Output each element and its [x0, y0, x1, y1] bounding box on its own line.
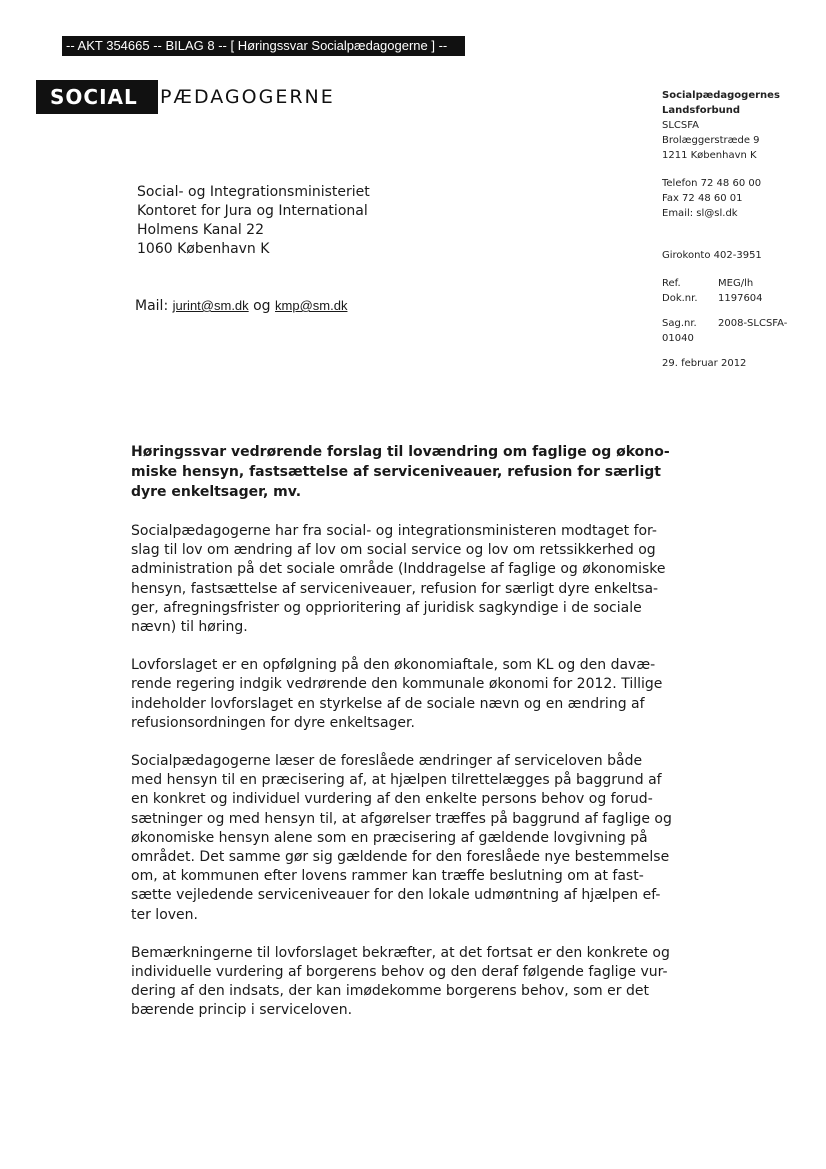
text-line: Socialpædagogerne læser de foreslåede ændringer af serviceloven både [131, 753, 643, 770]
sender-email: Email: sl@sl.dk [662, 208, 738, 219]
text-line: med hensyn til en præcisering af, at hjælpen tilrettelægges på baggrund af [131, 772, 662, 789]
subject-heading [131, 442, 670, 502]
recipient-line-4: 1060 København K [137, 241, 270, 257]
text-line: dering af den indsats, der kan imødekomme borgerens behov, som er det [131, 983, 649, 1000]
text-line: administration på det sociale område (Inddragelse af faglige og økonomiske [131, 561, 666, 578]
sender-fax: Fax 72 48 60 01 [662, 193, 743, 204]
recipient-line-2: Kontoret for Jura og International [137, 203, 368, 219]
text-line: Lovforslaget er en opfølgning på den økonomiaftale, som KL og den davæ- [131, 657, 656, 674]
text-line: sætte vejledende serviceniveauer for den lokale udmøntning af hjælpen ef- [131, 887, 661, 904]
text-line: om, at kommunen efter lovens rammer kan træffe beslutning om at fast- [131, 868, 644, 885]
text-line: individuelle vurdering af borgerens behov og den deraf følgende faglige vur- [131, 964, 668, 981]
paragraph-1 [131, 522, 666, 637]
recipient-address [137, 183, 370, 259]
text-line: indeholder lovforslaget en styrkelse af de sociale nævn og en ændring af [131, 695, 645, 712]
sag-label: Sag.nr. [662, 318, 697, 329]
paragraph-2 [131, 656, 663, 733]
text-line: hensyn, fastsættelse af serviceniveauer, refusion for særligt dyre enkeltsa- [131, 580, 659, 597]
paragraph-4 [131, 944, 670, 1021]
text-line: refusionsordningen for dyre enkeltsager. [131, 714, 415, 731]
text-line: rende regering indgik vedrørende den kommunale økonomi for 2012. Tillige [131, 676, 663, 693]
text-line: Socialpædagogerne har fra social- og integrationsministeren modtaget for- [131, 523, 657, 539]
text-line: slag til lov om ændring af lov om social service og lov om retssikkerhed og [131, 542, 656, 559]
sender-phone: Telefon 72 48 60 00 [662, 178, 762, 189]
dok-value: 1197604 [718, 293, 763, 304]
ref-value: MEG/lh [718, 278, 754, 289]
subject-line: miske hensyn, fastsættelse af serviceniveauer, refusion for særligt [131, 464, 661, 480]
organization-logo [36, 80, 335, 114]
sag-row [662, 316, 812, 331]
sender-street: Brolæggerstræde 9 [662, 135, 760, 146]
text-line: ger, afregningsfrister og opprioritering af juridisk sagkyndige i de sociale [131, 599, 642, 616]
ref-row [662, 276, 812, 291]
text-line: en konkret og individuel vurdering af den enkelte persons behov og forud- [131, 791, 653, 808]
text-line: bærende princip i serviceloven. [131, 1002, 353, 1019]
text-line: nævn) til høring. [131, 619, 248, 636]
sender-giro: Girokonto 402-3951 [662, 250, 762, 261]
sag-value: 2008-SLCSFA- [718, 318, 788, 329]
sender-name-1: Socialpædagogernes [662, 90, 780, 101]
sag-value-2: 01040 [662, 333, 694, 344]
mail-line [135, 296, 347, 316]
logo-box-text: SOCIAL [36, 80, 158, 114]
text-line: økonomiske hensyn alene som en præcisering af gældende lovgivning på [131, 829, 648, 846]
ref-label: Ref. [662, 278, 681, 289]
mail-link-jurint[interactable]: jurint@sm.dk [172, 298, 249, 313]
text-line: ter loven. [131, 906, 198, 923]
sender-city: 1211 København K [662, 150, 757, 161]
recipient-line-3: Holmens Kanal 22 [137, 222, 264, 238]
akt-banner: -- AKT 354665 -- BILAG 8 -- [ Høringssvar Socialpædagogerne ] -- [62, 36, 465, 56]
sender-name-2: Landsforbund [662, 105, 741, 116]
sender-abbrev: SLCSFA [662, 120, 699, 131]
text-line: Bemærkningerne til lovforslaget bekræfter, at det fortsat er den konkrete og [131, 944, 670, 961]
letter-body [131, 442, 672, 1040]
mail-link-kmp[interactable]: kmp@sm.dk [275, 298, 348, 313]
letter-date: 29. februar 2012 [662, 358, 747, 369]
sender-info [662, 88, 812, 371]
mail-connector: og [253, 298, 271, 314]
mail-label: Mail: [135, 298, 169, 314]
subject-line: dyre enkeltsager, mv. [131, 484, 302, 500]
dok-row [662, 291, 812, 306]
paragraph-3 [131, 752, 672, 925]
dok-label: Dok.nr. [662, 293, 698, 304]
recipient-line-1: Social- og Integrationsministeriet [137, 184, 370, 200]
text-line: sætninger og med hensyn til, at afgørelser træffes på baggrund af faglige og [131, 810, 672, 827]
logo-rest-text: PÆDAGOGERNE [160, 86, 335, 108]
text-line: området. Det samme gør sig gældende for den foreslåede nye bestemmelse [131, 849, 670, 866]
subject-line: Høringssvar vedrørende forslag til lovændring om faglige og økono- [131, 444, 670, 460]
